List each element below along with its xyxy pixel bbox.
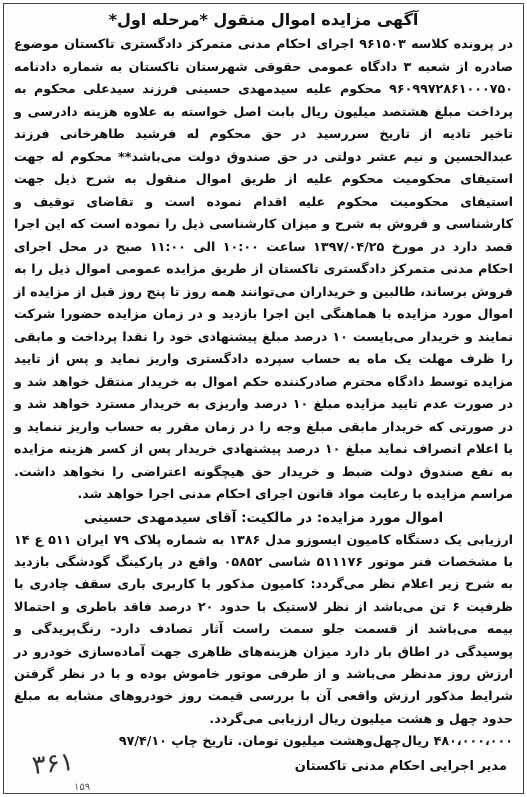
signature: مدیر اجرایی احکام مدنی تاکستان xyxy=(294,759,507,774)
property-description: ارزیابی یک دستگاه کامیون ایسوزو مدل ۱۳۸۶ به شماره پلاک ۷۹ ایران ۵۱۱ ع ۱۴ با مشخصات فنر موتور ۵۱۱۱۷۶ شاسی ۰۵۸۵۲ واقع در پارکینگ گودشگی بازدید به شرح زیر اعلام نظر می‌گردد: کامیون مذکور با کاربری باری سقف چادری با ظرفیت ۶ تن می‌باشد از نظر لاستیک با حدود ۲۰ درصد فاقد باطری و احتمالا بیمه می‌باشد از قسمت جلو سمت راست آثار تصادف دارد- رنگ‌پریدگی و پوسیدگی در اطاق بار دارد میزان هزینه‌های ظاهری جهت آماده‌سازی خودرو در ارزش روز مدنظر می‌باشد و از طرفی موتور خاموش بوده و با در نظر گرفتن شرایط مذکور ارزش واقعی آن با بررسی قیمت روز خودروهای مشابه به مبلغ حدود چهل و هشت میلیون ریال ارزیابی می‌گردد. xyxy=(14,531,513,726)
notice-footer xyxy=(4,746,523,793)
page-number: ۱۵۹ xyxy=(74,782,91,793)
auction-notice xyxy=(3,3,524,794)
property-subtitle: اموال مورد مزایده: در مالکیت: آقای سیدمهدی حسینی xyxy=(83,509,444,526)
notice-title: آگهی مزایده اموال منقول *مرحله اول* xyxy=(108,10,419,29)
handwritten-number: ۳۶۱ xyxy=(30,746,76,782)
notice-body: در پرونده کلاسه ۹۶۱۵۰۳ اجرای احکام مدنی متمرکز دادگستری تاکستان موضوع صادره از شعبه ۳ دادگاه عمومی حقوقی شهرستان تاکستان به شماره دادنامه ۹۶۰۹۹۷۲۸۶۱۰۰۰۷۵۰ محکوم علیه سیدمهدی حسینی فرزند سیدعلی محکوم به پرداخت مبلغ هشتصد میلیون ریال بابت اصل خواسته به علاوه هزینه دادرسی و تاخیر تادیه از تاریخ سررسید در حق محکوم له فرشید طاهرخانی فرزند عبدالحسین و نیم عشر دولتی در حق صندوق دولت می‌باشد** محکوم له جهت استیفای محکومیت محکوم علیه از طریق اموال منقول به شرح ذیل جهت استیفای محکومیت محکوم علیه اقدام نموده است و تقاضای توقیف و کارشناسی و فروش به شرح و میزان کارشناسی ذیل را نموده است که این اجرا قصد دارد در مورخ ۱۳۹۷/۰۴/۲۵ ساعت ۱۰:۰۰ الی ۱۱:۰۰ صبح در محل اجرای احکام مدنی متمرکز دادگستری تاکستان از طریق مزایده عمومی اموال ذیل را به فروش برساند، طالبین و خریداران می‌توانند همه روز تا پنج روز قبل از مزایده از اموال مورد مزایده با هماهنگی این اجرا بازدید و در زمان مزایده حضورا شرکت نمایند و خریدار می‌بایست ۱۰ درصد مبلغ پیشنهادی خود را نقدا پرداخت و مابقی را ظرف مهلت یک ماه به حساب سپرده دادگستری واریز نماید و پس از تایید مزایده توسط دادگاه محترم صادرکننده حکم اموال به خریدار منتقل خواهد شد و در صورت عدم تایید مزایده مبلغ ۱۰ درصد واریزی به خریدار مسترد خواهد شد و در صورتی که خریدار مابقی مبلغ وجه را در زمان مقرر به حساب واریز ننماید و یا اعلام انصراف نماید مبلغ ۱۰ درصد پیشنهادی خریدار پس از کسر هزینه مزایده به نفع صندوق دولت ضبط و خریدار حق هیچگونه اعتراضی را نخواهد داشت. مراسم مزایده با رعایت مواد قانون اجرای احکام مدنی اجرا خواهد شد. xyxy=(14,36,514,501)
price-line: ۴۸۰،۰۰۰،۰۰۰ ریال‌چهل‌وهشت میلیون تومان. تاریخ چاپ ۹۷/۴/۱۰ xyxy=(118,733,513,749)
